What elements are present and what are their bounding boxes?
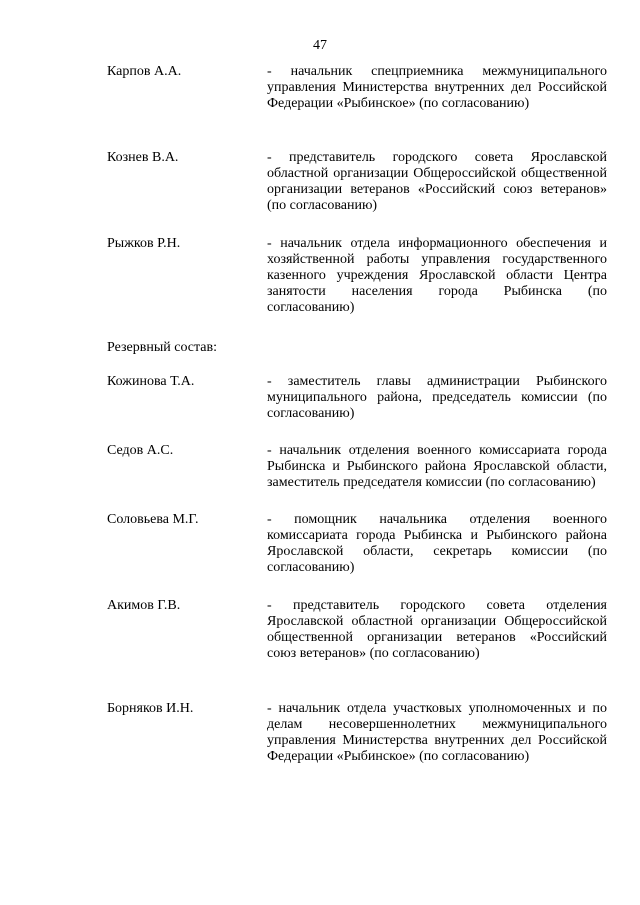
page-number: 47 [313, 38, 327, 53]
member-name: Акимов Г.В. [107, 598, 181, 613]
member-description: - помощник начальника отделения военного комиссариата города Рыбинска и Рыбинского района Ярославской области, секретарь комиссии (по согласованию) [267, 512, 607, 575]
member-name: Борняков И.Н. [107, 701, 194, 716]
reserve-heading: Резервный состав: [107, 340, 218, 355]
member-description: - представитель городского совета Ярославской областной организации Общероссийской общественной организации ветеранов «Российский союз ветеранов» (по согласованию) [267, 150, 607, 213]
member-name: Кожинова Т.А. [107, 374, 195, 389]
member-name: Рыжков Р.Н. [107, 236, 181, 251]
member-description: - начальник спецприемника межмуниципального управления Министерства внутренних дел Российской Федерации «Рыбинское» (по согласованию) [267, 64, 607, 111]
member-name: Седов А.С. [107, 443, 174, 458]
member-description: - начальник отдела информационного обеспечения и хозяйственной работы управления государственного казенного учреждения Ярославской области Центра занятости населения города Рыбинска (по согласованию) [267, 236, 607, 315]
member-description: - заместитель главы администрации Рыбинского муниципального района, председатель комиссии (по согласованию) [267, 374, 607, 421]
member-description: - начальник отделения военного комиссариата города Рыбинска и Рыбинского района Ярославской области, заместитель председателя комиссии (по согласованию) [267, 443, 607, 490]
member-name: Соловьева М.Г. [107, 512, 199, 527]
member-name: Кознев В.А. [107, 150, 179, 165]
member-name: Карпов А.А. [107, 64, 182, 79]
member-description: - начальник отдела участковых уполномоченных и по делам несовершеннолетних межмуниципального управления Министерства внутренних дел Российской Федерации «Рыбинское» (по согласованию) [267, 701, 607, 764]
member-description: - представитель городского совета отделения Ярославской областной организации Общероссийской общественной организации ветеранов «Российский союз ветеранов» (по согласованию) [267, 598, 607, 661]
